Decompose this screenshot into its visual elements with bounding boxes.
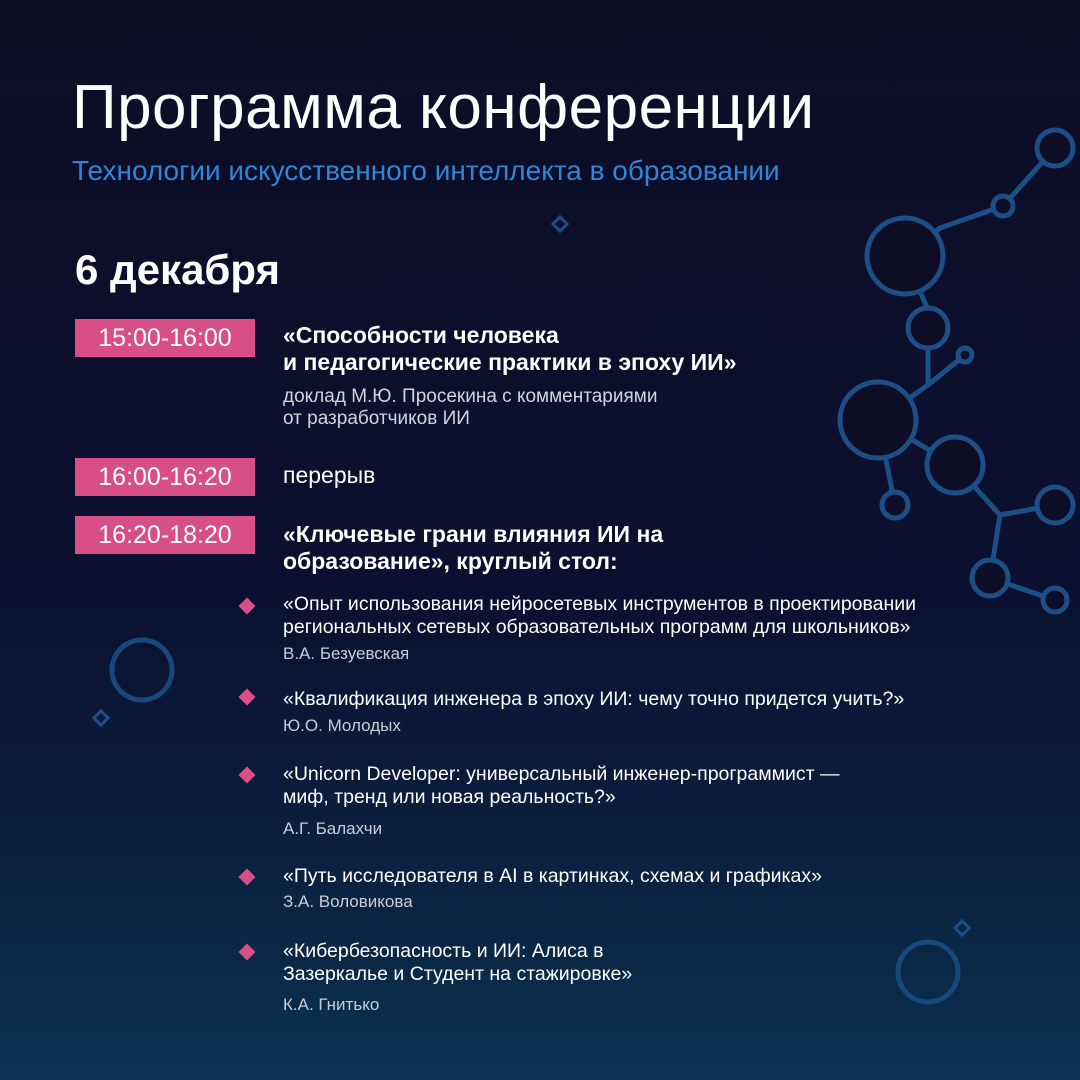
talk-author: В.А. Безуевская — [283, 644, 410, 663]
page-subtitle: Технологии искусственного интеллекта в образовании — [72, 155, 780, 186]
diamond-bullet-icon — [239, 767, 256, 784]
talk-author: А.Г. Балахчи — [283, 819, 383, 838]
diamond-bullet-icon — [239, 869, 256, 886]
diamond-bullet-icon — [239, 944, 256, 961]
session-block — [283, 521, 663, 575]
session-description: доклад М.Ю. Просекина с комментариями от разработчиков ИИ — [283, 386, 658, 429]
time-badge: 15:00-16:00 — [75, 319, 255, 357]
session-block — [283, 322, 737, 430]
talk-topic: «Путь исследователя в AI в картинках, схемах и графиках» — [283, 865, 822, 887]
event-date: 6 декабря — [75, 246, 280, 293]
talk-topic: «Кибербезопасность и ИИ: Алиса в Зазеркалье и Студент на стажировке» — [283, 940, 633, 985]
talk-author: З.А. Воловикова — [283, 892, 413, 911]
session-title: «Ключевые грани влияния ИИ на образование», круглый стол: — [283, 521, 664, 574]
time-badge: 16:00-16:20 — [75, 458, 255, 496]
session-title: «Способности человека и педагогические практики в эпоху ИИ» — [283, 322, 737, 375]
break-label: перерыв — [283, 462, 376, 488]
list-item — [283, 940, 1073, 1015]
list-item — [283, 865, 1073, 912]
time-badge: 16:20-18:20 — [75, 516, 255, 554]
page-title: Программа конференции — [72, 73, 815, 142]
list-item — [283, 763, 1073, 839]
list-item — [283, 688, 1073, 736]
diamond-bullet-icon — [239, 689, 256, 706]
diamond-bullet-icon — [239, 598, 256, 615]
talk-topic: «Unicorn Developer: универсальный инженер-программист — миф, тренд или новая реальность?» — [283, 763, 840, 808]
talk-topic: «Опыт использования нейросетевых инструментов в проектировании региональных сетевых образовательных программ для школьников» — [283, 593, 917, 638]
talk-author: К.А. Гнитько — [283, 995, 380, 1014]
list-item — [283, 593, 1073, 664]
talk-topic: «Квалификация инженера в эпоху ИИ: чему точно придется учить?» — [283, 688, 905, 710]
talk-author: Ю.О. Молодых — [283, 716, 401, 735]
